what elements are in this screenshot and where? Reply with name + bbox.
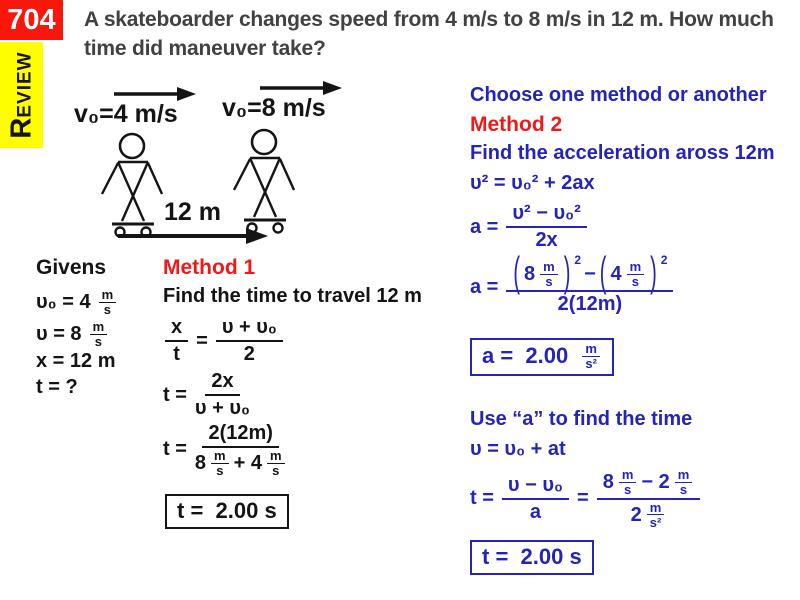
given-t: t = ? xyxy=(36,376,78,398)
fraction-numerator xyxy=(597,468,701,500)
equation-lhs: a = xyxy=(470,276,499,299)
use-a-heading: Use “a” to find the time xyxy=(470,408,693,430)
method1-equation-3 xyxy=(163,422,289,478)
unit-denominator: s xyxy=(679,482,688,498)
fraction-denominator: t xyxy=(173,343,180,365)
given-v0 xyxy=(36,288,118,317)
use-a-answer-box: t = 2.00 s xyxy=(470,540,594,575)
unit-denominator: s xyxy=(631,274,639,290)
unit-numerator: m xyxy=(211,449,229,464)
fraction-numerator: x xyxy=(165,316,188,342)
unit-numerator: m xyxy=(675,468,693,483)
method2-heading: Method 2 xyxy=(470,113,563,136)
fraction-numerator: υ + υ₀ xyxy=(216,316,283,342)
paren-close: ) xyxy=(650,250,657,297)
distance-arrow-icon xyxy=(116,227,268,245)
method1-equation-2 xyxy=(163,370,252,420)
unit-fraction xyxy=(627,260,645,289)
problem-title: A skateboarder changes speed from 4 m/s to 8 m/s in 12 m. How much time did maneuver take? xyxy=(84,8,774,60)
fraction-denominator: a xyxy=(529,500,542,523)
paren-open: ( xyxy=(513,250,521,297)
method2-equation-1: υ² = υ₀² + 2ax xyxy=(470,172,595,194)
unit-denominator: s² xyxy=(585,356,597,372)
velocity-label-left: v₀=4 m/s xyxy=(74,100,178,128)
fraction-numerator: 2x xyxy=(205,370,239,396)
unit-numerator: m xyxy=(627,260,645,275)
use-a-equation-1: υ = υ₀ + at xyxy=(470,438,566,460)
review-label xyxy=(5,42,38,148)
unit-numerator: m xyxy=(99,288,117,303)
unit-numerator: m xyxy=(619,468,637,483)
given-v0-unit-fraction xyxy=(99,288,117,317)
value-8: 8 xyxy=(524,262,536,285)
equation-lhs: t = xyxy=(163,383,187,406)
velocity-label-right: v₀=8 m/s xyxy=(222,94,326,122)
unit-denominator: s xyxy=(216,463,224,479)
exponent-2: 2 xyxy=(574,253,582,267)
plus-4: + 4 xyxy=(233,451,262,474)
unit-numerator: m xyxy=(90,320,108,335)
method2-equation-2 xyxy=(470,202,589,252)
unit-numerator: m xyxy=(582,342,600,357)
given-v xyxy=(36,320,109,349)
exponent-2: 2 xyxy=(660,253,668,267)
fraction-x-over-t xyxy=(165,316,188,366)
unit-denominator: s² xyxy=(649,514,662,530)
givens-heading: Givens xyxy=(36,256,107,279)
unit-fraction xyxy=(675,468,693,497)
review-label-initial: R xyxy=(5,117,37,139)
method2-equation-3 xyxy=(470,250,675,316)
fraction-numeric xyxy=(195,422,287,478)
method2-section xyxy=(470,84,800,584)
given-x: x = 12 m xyxy=(36,350,116,372)
review-ribbon xyxy=(0,42,43,148)
method1-section xyxy=(163,256,463,546)
fraction-2x-over-vsum xyxy=(195,370,250,420)
value-4: 4 xyxy=(610,262,622,285)
fraction-denominator xyxy=(631,500,667,530)
method1-heading: Method 1 xyxy=(163,256,256,279)
unit-denominator: s xyxy=(545,274,553,290)
fraction-vdiff-over-a xyxy=(502,474,569,524)
review-label-rest: EVIEW xyxy=(14,51,35,118)
fraction-denominator: 2x xyxy=(535,229,558,251)
distance-label: 12 m xyxy=(164,198,221,226)
fraction-numerator: 2(12m) xyxy=(202,422,278,448)
unit-fraction xyxy=(647,501,665,530)
equals-sign: = xyxy=(196,329,208,352)
method1-answer-box: t = 2.00 s xyxy=(165,494,289,529)
paren-close: ) xyxy=(563,250,571,297)
unit-denominator: s xyxy=(94,334,102,350)
fraction-numerator xyxy=(506,250,673,297)
unit-fraction xyxy=(540,260,558,289)
fraction-numeric xyxy=(506,250,673,316)
unit-fraction xyxy=(211,449,229,478)
unit-fraction xyxy=(619,468,637,497)
value-2: 2 xyxy=(630,503,642,526)
unit-numerator: m xyxy=(267,449,285,464)
unit-numerator: m xyxy=(540,260,558,275)
unit-denominator: s xyxy=(103,302,111,318)
method1-subtitle: Find the time to travel 12 m xyxy=(163,285,422,307)
answer-text: a = 2.00 xyxy=(482,343,575,369)
equation-lhs: t = xyxy=(470,487,494,510)
minus-sign: − xyxy=(584,262,596,285)
skater-figure-left xyxy=(92,132,172,240)
fraction-numerator: υ² − υ₀² xyxy=(506,202,586,228)
fraction-denominator: υ + υ₀ xyxy=(194,397,250,419)
equation-lhs: t = xyxy=(163,438,187,461)
given-v0-text: υ₀ = 4 xyxy=(36,290,91,313)
method2-answer-box xyxy=(470,338,614,376)
equation-lhs: a = xyxy=(470,215,499,238)
fraction-vsum-over-2 xyxy=(216,316,283,366)
fraction-vsq-over-2x xyxy=(506,202,586,252)
unit-fraction xyxy=(267,449,285,478)
fraction-denominator xyxy=(195,448,287,478)
fraction-numerator: υ − υ₀ xyxy=(502,474,569,500)
fraction-denominator: 2 xyxy=(243,343,255,365)
value-8: 8 xyxy=(194,451,207,474)
equals-sign: = xyxy=(577,487,589,510)
use-a-equation-2 xyxy=(470,468,702,530)
minus-2: − 2 xyxy=(641,470,670,493)
unit-fraction xyxy=(582,342,600,371)
givens-section xyxy=(36,256,166,396)
unit-denominator: s xyxy=(272,463,280,479)
fraction-numeric xyxy=(597,468,701,530)
problem-number-badge: 704 xyxy=(0,0,63,40)
paren-open: ( xyxy=(599,250,607,297)
method1-equation-1 xyxy=(163,316,285,366)
fraction-denominator: 2(12m) xyxy=(557,292,623,315)
given-v-unit-fraction xyxy=(90,320,108,349)
method2-intro: Choose one method or another xyxy=(470,84,767,106)
unit-numerator: m xyxy=(647,501,665,516)
skater-figure-right xyxy=(224,128,304,236)
method2-subtitle: Find the acceleration aross 12m xyxy=(470,142,775,164)
unit-denominator: s xyxy=(623,482,632,498)
given-v-text: υ = 8 xyxy=(36,322,82,345)
value-8: 8 xyxy=(602,470,614,493)
